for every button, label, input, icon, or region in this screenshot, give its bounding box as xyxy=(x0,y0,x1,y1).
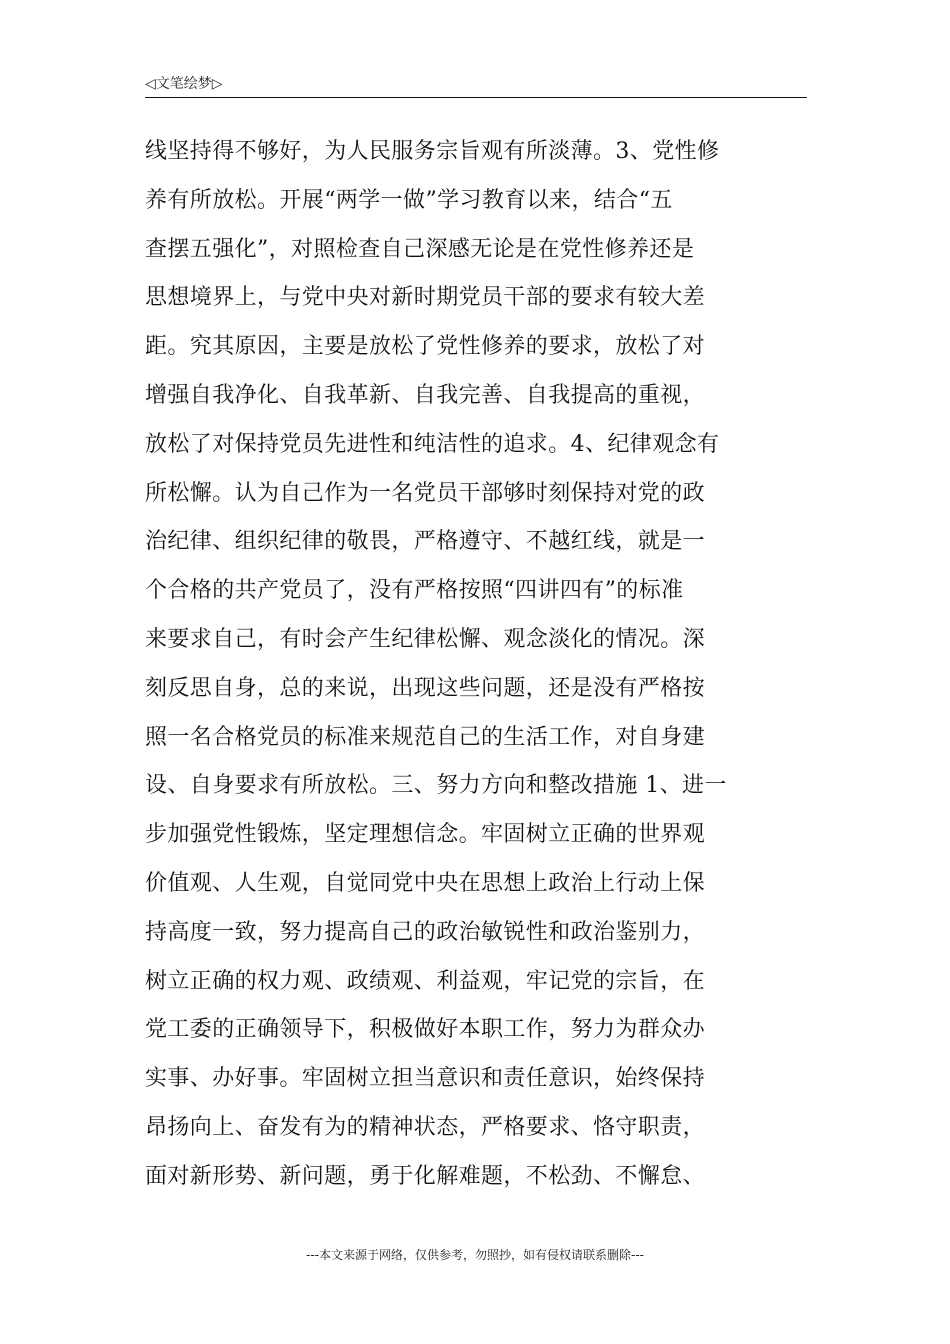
body-line: 昂扬向上、奋发有为的精神状态，严格要求、恪守职责， xyxy=(145,1114,706,1140)
body-line: 价值观、人生观，自觉同党中央在思想上政治上行动上保 xyxy=(145,870,706,896)
body-line: 增强自我净化、自我革新、自我完善、自我提高的重视， xyxy=(145,382,706,408)
body-line: 设、自身要求有所放松。三、努力方向和整改措施 1、进一 xyxy=(145,773,727,799)
document-body xyxy=(145,128,807,1202)
body-line: 照一名合格党员的标准来规范自己的生活工作，对自身建 xyxy=(145,724,706,750)
body-line: 面对新形势、新问题，勇于化解难题，不松劲、不懈怠、 xyxy=(145,1163,706,1189)
body-line: 距。究其原因，主要是放松了党性修养的要求，放松了对 xyxy=(145,334,706,360)
body-line: 来要求自己，有时会产生纪律松懈、观念淡化的情况。深 xyxy=(145,626,706,652)
footer-disclaimer: ---本文来源于网络，仅供参考，勿照抄，如有侵权请联系删除--- xyxy=(306,1248,644,1262)
body-line: 线坚持得不够好，为人民服务宗旨观有所淡薄。3、党性修 xyxy=(145,139,720,164)
body-line: 持高度一致，努力提高自己的政治敏锐性和政治鉴别力， xyxy=(145,919,706,945)
body-line: 放松了对保持党员先进性和纯洁性的追求。4、纪律观念有 xyxy=(145,431,720,457)
body-line: 查摆五强化”，对照检查自己深感无论是在党性修养还是 xyxy=(145,236,695,262)
body-line: 所松懈。认为自己作为一名党员干部够时刻保持对党的政 xyxy=(145,480,706,506)
body-line: 党工委的正确领导下，积极做好本职工作，努力为群众办 xyxy=(145,1017,706,1043)
body-line: 思想境界上，与党中央对新时期党员干部的要求有较大差 xyxy=(145,285,706,311)
body-line: 养有所放松。开展“两学一做”学习教育以来，结合“五 xyxy=(145,187,673,213)
header-divider xyxy=(145,97,807,98)
header-title: ◁文笔绘梦▷ xyxy=(145,76,223,92)
body-line: 个合格的共产党员了，没有严格按照“四讲四有”的标准 xyxy=(145,578,684,604)
body-line: 实事、办好事。牢固树立担当意识和责任意识，始终保持 xyxy=(145,1066,706,1092)
body-line: 治纪律、组织纪律的敬畏，严格遵守、不越红线，就是一 xyxy=(145,529,706,555)
body-line: 步加强党性锻炼，坚定理想信念。牢固树立正确的世界观 xyxy=(145,822,706,848)
body-line: 树立正确的权力观、政绩观、利益观，牢记党的宗旨，在 xyxy=(145,968,706,994)
body-line: 刻反思自身，总的来说，出现这些问题，还是没有严格按 xyxy=(145,675,706,701)
